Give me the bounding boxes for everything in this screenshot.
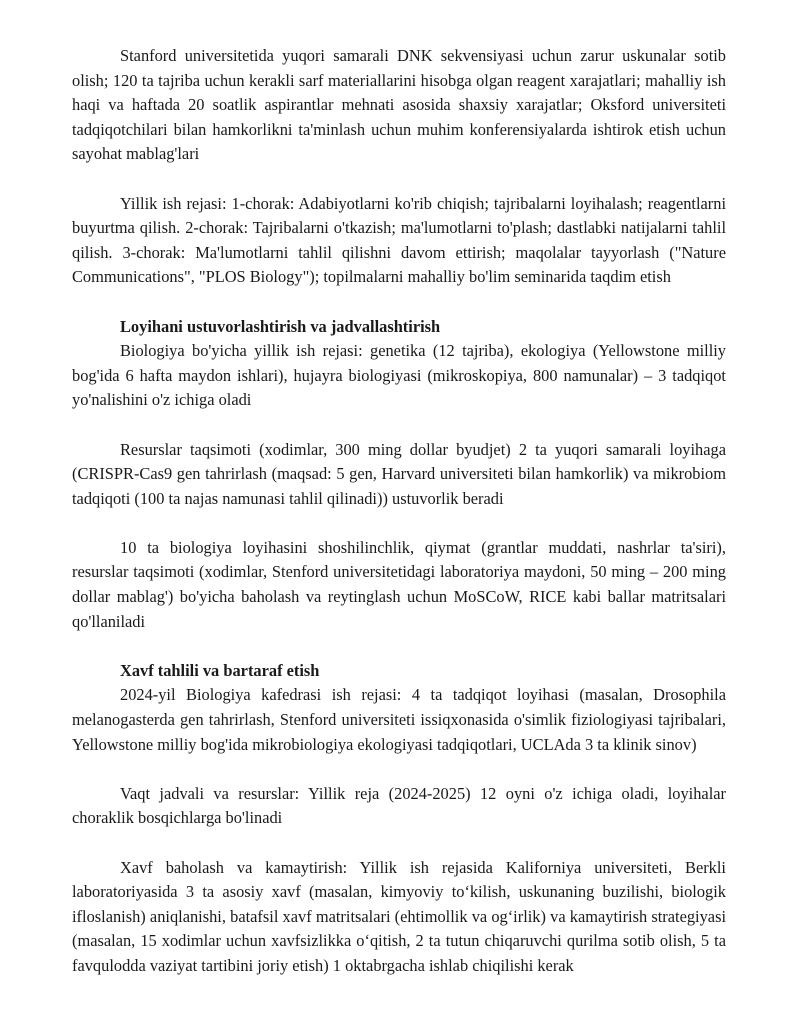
paragraph-biology-plan: Biologiya bo'yicha yillik ish rejasi: genetika (12 tajriba), ekologiya (Yellowstone milliy bog'ida 6 hafta maydon ishlari), hujayra biologiyasi (mikroskopiya, 800 namunalar) – 3 tadqiqot yo'nalishini o'z ichiga oladi	[72, 341, 726, 410]
paragraph-timeline: Vaqt jadvali va resurslar: Yillik reja (2024-2025) 12 oyni o'z ichiga oladi, loyihalar choraklik bosqichlarga bo'linadi	[72, 783, 726, 828]
section-heading-prioritization: Loyihani ustuvorlashtirish va jadvallashtirish	[120, 316, 441, 336]
paragraph-risk-assessment: Xavf baholash va kamaytirish: Yillik ish rejasida Kaliforniya universiteti, Berkli laboratoriyasida 3 ta asosiy xavf (masalan, kimyoviy to‘kilish, uskunaning buzilishi, biologik ifloslanish) aniqlanishi, batafsil xavf matritsalari (ehtimollik va og‘irlik) va kamaytirish strategiyasi (masalan, 15 xodimlar uchun xavfsizlikka o‘qitish, 2 ta tutun chiqaruvchi qurilma sotib olish, 5 ta favqulodda vaziyat tartibini joriy etish) 1 oktabrgacha ishlab chiqilishi kerak	[72, 857, 726, 975]
paragraph-project-ranking: 10 ta biologiya loyihasini shoshilinchlik, qiymat (grantlar muddati, nashrlar ta'siri), resurslar taqsimoti (xodimlar, Stenford universitetidagi laboratoriya maydoni, 50 ming – 200 ming dollar mablag') bo'yicha baholash va reytinglash uchun MoSCoW, RICE kabi ballar matritsalari qo'llaniladi	[72, 537, 726, 631]
paragraph-annual-plan: Yillik ish rejasi: 1-chorak: Adabiyotlarni ko'rib chiqish; tajribalarni loyihalash; reagentlarni buyurtma qilish. 2-chorak: Tajribalarni o'tkazish; ma'lumotlarni to'plash; dastlabki natijalarni tahlil qilish. 3-chorak: Ma'lumotlarni tahlil qilishni davom ettirish; maqolalar tayyorlash ("Nature Communications", "PLOS Biology"); topilmalarni mahalliy bo'lim seminarida taqdim etish	[72, 193, 726, 287]
paragraph-resource-allocation: Resurslar taqsimoti (xodimlar, 300 ming dollar byudjet) 2 ta yuqori samarali loyihaga (CRISPR-Cas9 gen tahrirlash (maqsad: 5 gen, Harvard universiteti bilan hamkorlik) va mikrobiom tadqiqoti (100 ta najas namunasi tahlil qilinadi)) ustuvorlik beradi	[72, 439, 726, 508]
section-heading-risk: Xavf tahlili va bartaraf etish	[120, 660, 320, 680]
paragraph-department-plan: 2024-yil Biologiya kafedrasi ish rejasi: 4 ta tadqiqot loyihasi (masalan, Drosophila melanogasterda gen tahrirlash, Stenford universiteti issiqxonasida o'simlik fiziologiyasi tajribalari, Yellowstone milliy bog'ida mikrobiologiya ekologiyasi tadqiqotlari, UCLAda 3 ta klinik sinov)	[72, 685, 726, 754]
paragraph-budget: Stanford universitetida yuqori samarali DNK sekvensiyasi uchun zarur uskunalar sotib olish; 120 ta tajriba uchun kerakli sarf materiallarini hisobga olgan reagent xarajatlari; mahalliy ish haqi va haftada 20 soatlik aspirantlar mehnati asosida shaxsiy xarajatlar; Oksford universiteti tadqiqotchilari bilan hamkorlikni ta'minlash uchun muhim konferensiyalarda ishtirok etish uchun sayohat mablag'lari	[72, 46, 726, 164]
document-page	[72, 44, 726, 1003]
